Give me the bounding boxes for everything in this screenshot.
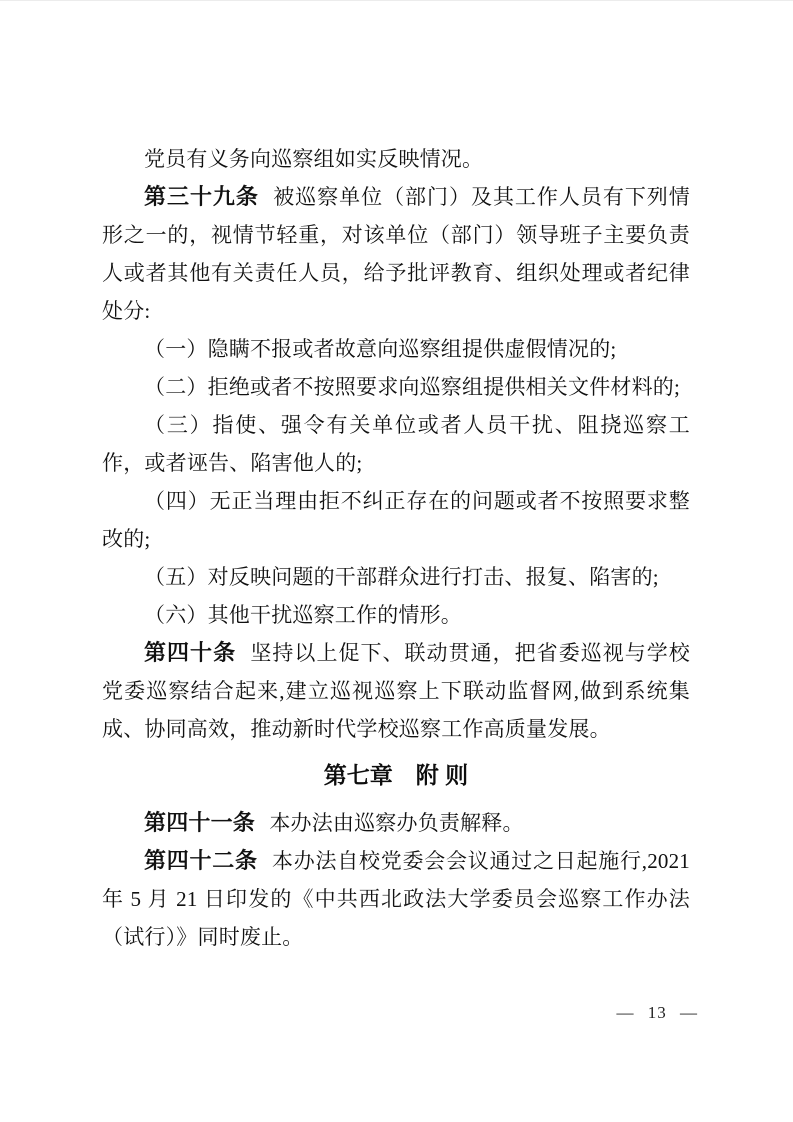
paragraph-text: 本办法由巡察办负责解释。 [269, 811, 524, 835]
chapter-heading: 第七章 附 则 [323, 762, 469, 788]
paragraph-text: 被巡察单位（部门）及其工作人员有下列情形之一的，视情节轻重，对该单位（部门）领导班子主要负责人或者其他有关责任人员，给予批评教育、组织处理或者纪律处分: [102, 185, 690, 323]
paragraph-article-42 [102, 842, 690, 956]
list-item-4 [102, 482, 690, 558]
paragraph-text: （一）隐瞒不报或者故意向巡察组提供虚假情况的; [144, 337, 617, 361]
paragraph-article-39 [102, 178, 690, 330]
article-number: 第四十条 [144, 640, 237, 665]
paragraph-text: （六）其他干扰巡察工作的情形。 [144, 603, 462, 627]
paragraph-article-40 [102, 634, 690, 748]
paragraph-text: （二）拒绝或者不按照要求向巡察组提供相关文件材料的; [144, 375, 681, 399]
paragraph-text: （三）指使、强令有关单位或者人员干扰、阻挠巡察工作，或者诬告、陷害他人的; [102, 413, 690, 475]
paragraph-text: 坚持以上促下、联动贯通，把省委巡视与学校党委巡察结合起来,建立巡视巡察上下联动监督网,做到系统集成、协同高效，推动新时代学校巡察工作高质量发展。 [102, 641, 690, 741]
paragraph-continuation [102, 140, 690, 178]
paragraph-text: 党员有义务向巡察组如实反映情况。 [144, 147, 484, 171]
list-item-2 [102, 368, 690, 406]
paragraph-text: 本办法自校党委会会议通过之日起施行,2021 年 5 月 21 日印发的《中共西北政法大学委员会巡察工作办法（试行）》同时废止。 [102, 849, 690, 949]
article-number: 第四十一条 [144, 810, 256, 835]
article-number: 第四十二条 [144, 848, 258, 873]
paragraph-article-41 [102, 804, 690, 842]
article-number: 第三十九条 [144, 184, 259, 209]
page-number: — 13 — [616, 1003, 698, 1022]
paragraph-text: （五）对反映问题的干部群众进行打击、报复、陷害的; [144, 565, 659, 589]
list-item-1 [102, 330, 690, 368]
list-item-6 [102, 596, 690, 634]
list-item-5 [102, 558, 690, 596]
list-item-3 [102, 406, 690, 482]
paragraph-text: （四）无正当理由拒不纠正存在的问题或者不按照要求整改的; [102, 489, 690, 551]
document-body [102, 140, 690, 956]
